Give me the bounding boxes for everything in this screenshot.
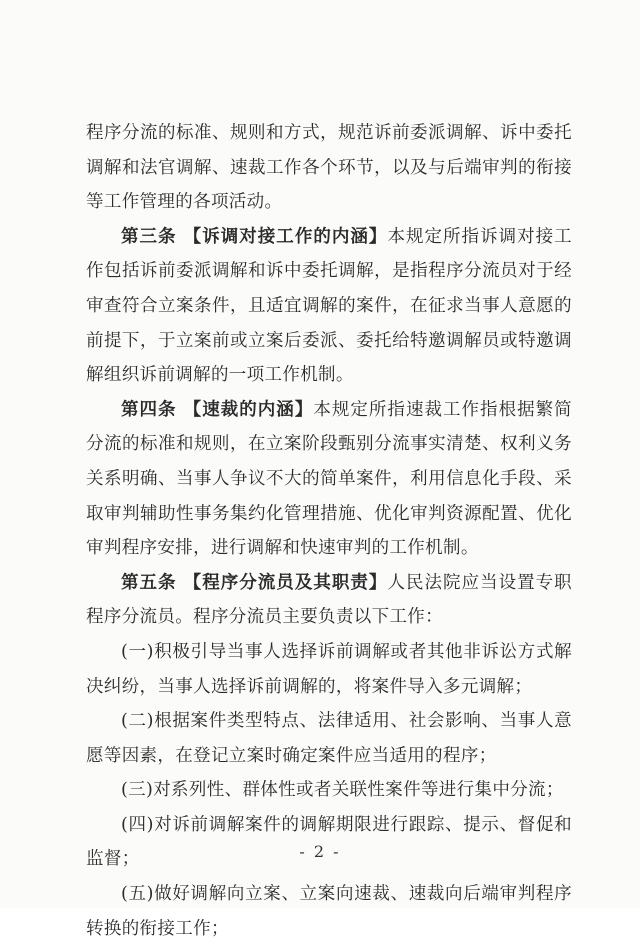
article-5-body: 人民法院应当设置专职程序分流员。程序分流员主要负责以下工作： (86, 572, 573, 628)
article-3-heading: 第三条 【诉调对接工作的内涵】 (121, 226, 388, 247)
paragraph-article-5 (86, 566, 572, 635)
list-item-2 (86, 704, 572, 773)
article-4-body: 本规定所指速裁工作指根据繁简分流的标准和规则，在立案阶段甄别分流事实清楚、权利义务关系明确、当事人争议不大的简单案件，利用信息化手段、采取审判辅助性事务集约化管理措施、优化审判资源配置、优化审判程序安排，进行调解和快速审判的工作机制。 (86, 399, 572, 559)
list-item-1 (86, 635, 572, 704)
paragraph-intro (86, 116, 572, 220)
article-4-heading: 第四条 【速裁的内涵】 (121, 399, 314, 420)
page-number: - 2 - (299, 842, 341, 861)
paragraph-article-3 (86, 220, 572, 393)
article-3-body: 本规定所指诉调对接工作包括诉前委派调解和诉中委托调解，是指程序分流员对于经审查符合立案条件，且适宜调解的案件，在征求当事人意愿的前提下，于立案前或立案后委派、委托给特邀调解员或特邀调解组织诉前调解的一项工作机制。 (86, 226, 573, 386)
article-5-heading: 第五条 【程序分流员及其职责】 (121, 572, 388, 593)
paragraph-article-4 (86, 393, 572, 566)
list-item-5-text: (五)做好调解向立案、立案向速裁、速裁向后端审判程序转换的衔接工作； (86, 884, 572, 939)
list-item-3-text: (三)对系列性、群体性或者关联性案件等进行集中分流； (121, 780, 564, 801)
paragraph-body: 程序分流的标准、规则和方式，规范诉前委派调解、诉中委托调解和法官调解、速裁工作各个环节，以及与后端审判的衔接等工作管理的各项活动。 (86, 123, 572, 213)
list-item-5 (86, 877, 572, 946)
list-item-1-text: (一)积极引导当事人选择诉前调解或者其他非诉讼方式解决纠纷，当事人选择诉前调解的，将案件导入多元调解； (86, 641, 572, 697)
list-item-2-text: (二)根据案件类型特点、法律适用、社会影响、当事人意愿等因素，在登记立案时确定案件应当适用的程序； (86, 711, 572, 766)
list-item-3 (86, 773, 572, 808)
list-item-4-text: (四)对诉前调解案件的调解期限进行跟踪、提示、督促和监督； (86, 814, 572, 870)
document-body (86, 116, 572, 946)
